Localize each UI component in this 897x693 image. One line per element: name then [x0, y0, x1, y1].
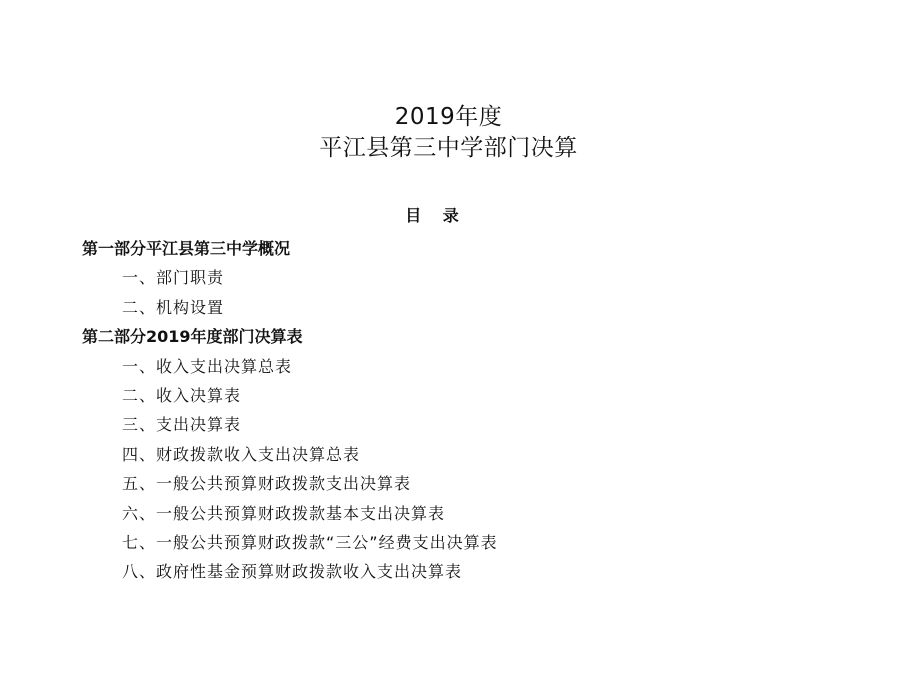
toc-item-department-duties: 一、部门职责	[122, 268, 225, 288]
toc-part-2: 第二部分2019年度部门决算表	[82, 327, 303, 347]
toc-item-fiscal-appropriation-summary: 四、财政拨款收入支出决算总表	[122, 444, 361, 464]
toc-heading: 目 录	[405, 206, 467, 225]
toc-item-general-budget-expenditure: 五、一般公共预算财政拨款支出决算表	[122, 474, 412, 494]
toc-item-organization-setup: 二、机构设置	[122, 297, 225, 317]
title-main: 平江县第三中学部门决算	[319, 135, 578, 161]
toc-item-expenditure-table: 三、支出决算表	[122, 415, 242, 435]
document-title	[0, 102, 897, 164]
toc-item-three-public-expenses: 七、一般公共预算财政拨款“三公”经费支出决算表	[122, 532, 498, 552]
toc-item-general-budget-basic-expenditure: 六、一般公共预算财政拨款基本支出决算表	[122, 503, 446, 523]
table-of-contents	[82, 234, 862, 587]
toc-item-government-fund-budget: 八、政府性基金预算财政拨款收入支出决算表	[122, 562, 463, 582]
toc-part-1: 第一部分平江县第三中学概况	[82, 239, 291, 258]
toc-item-income-table: 二、收入决算表	[122, 385, 242, 405]
title-year: 2019年度	[394, 104, 503, 130]
toc-item-income-expenditure-summary: 一、收入支出决算总表	[122, 356, 293, 376]
